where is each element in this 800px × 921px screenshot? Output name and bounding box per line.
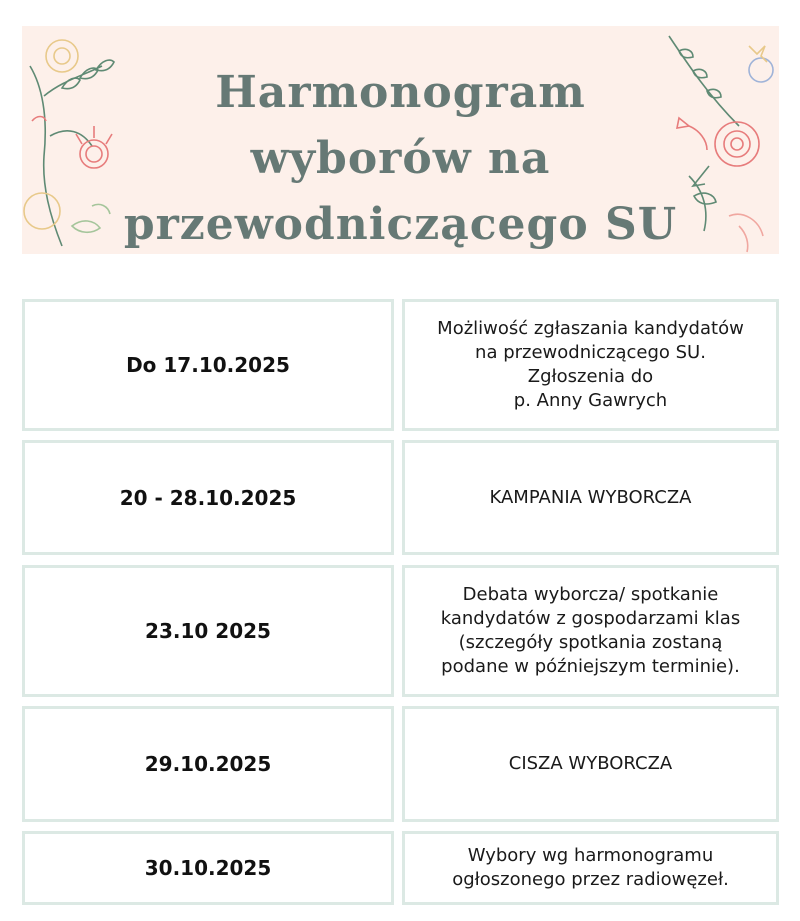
header-banner: [22, 26, 779, 254]
description-line: KAMPANIA WYBORCZA: [489, 486, 692, 508]
schedule-description: [402, 299, 779, 431]
description-line: (szczegóły spotkania zostaną: [458, 632, 723, 653]
description-line: na przewodniczącego SU.: [475, 342, 706, 363]
schedule-row: [22, 440, 779, 555]
schedule-date: 30.10.2025: [22, 831, 394, 905]
title-line: Harmonogram: [215, 67, 586, 118]
schedule-row: [22, 299, 779, 431]
description-line: Zgłoszenia do: [527, 366, 654, 387]
schedule-description: [402, 440, 779, 555]
schedule-date: 20 - 28.10.2025: [22, 440, 394, 555]
schedule-row: [22, 565, 779, 697]
description-line: ogłoszonego przez radiowęzeł.: [452, 869, 729, 890]
description-line: CISZA WYBORCZA: [508, 753, 673, 774]
description-line: p. Anny Gawrych: [513, 390, 668, 411]
schedule-description: [402, 706, 779, 822]
description-line: Wybory wg harmonogramu: [467, 845, 714, 866]
page-title: [112, 60, 689, 254]
description-line: podane w późniejszym terminie).: [441, 656, 740, 677]
schedule-row: [22, 706, 779, 822]
schedule-description: [402, 831, 779, 905]
title-line: przewodniczącego SU: [123, 199, 678, 250]
title-line: wyborów na: [250, 133, 551, 184]
schedule-description: [402, 565, 779, 697]
description-line: Debata wyborcza/ spotkanie: [462, 584, 719, 605]
schedule-date: Do 17.10.2025: [22, 299, 394, 431]
schedule-row: [22, 831, 779, 905]
description-line: kandydatów z gospodarzami klas: [440, 608, 741, 629]
schedule-date: 23.10 2025: [22, 565, 394, 697]
description-line: Możliwość zgłaszania kandydatów: [437, 318, 744, 339]
schedule-date: 29.10.2025: [22, 706, 394, 822]
